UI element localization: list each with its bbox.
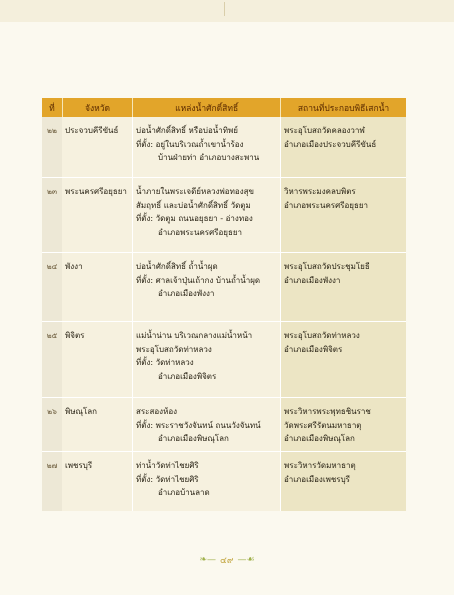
source-line: น้ำภายในพระเจดีย์หลวงพ่อทองสุข [136, 187, 254, 196]
ceremony-line: อำเภอเมืองเพชรบุรี [284, 474, 350, 484]
ceremony-line: อำเภอเมืองประจวบคีรีขันธ์ [284, 139, 377, 149]
top-divider-mark [224, 2, 231, 16]
table-row [42, 117, 406, 177]
source-location-line: บ้านฝ่ายท่า อำเภอบางสะพาน [158, 153, 260, 162]
row-source [132, 397, 280, 451]
row-source [132, 117, 280, 177]
source-line: สัมฤทธิ์ และบ่อน้ำศักดิ์สิทธิ์ วัดตูม [136, 200, 251, 210]
ceremony-line: พระวิหารวัดมหาธาตุ [284, 461, 356, 470]
source-location-line: อำเภอบ้านลาด [158, 488, 210, 497]
table-row [42, 252, 406, 321]
row-source [132, 177, 280, 252]
row-ceremony-place [280, 177, 406, 252]
source-line: แม่น้ำน่าน บริเวณกลางแม่น้ำหน้า [136, 331, 253, 340]
header-source: แหล่งน้ำศักดิ์สิทธิ์ [133, 98, 281, 117]
row-ceremony-place [280, 252, 406, 321]
ceremony-line: อำเภอพระนครศรีอยุธยา [284, 200, 369, 210]
page-footer [0, 553, 454, 567]
table-row [42, 397, 406, 451]
header-province: จังหวัด [63, 98, 133, 117]
source-line: พระอุโบสถวัดท่าหลวง [136, 344, 212, 354]
source-line: ท่าน้ำวัดท่าไชยศิริ [136, 461, 199, 470]
source-line: ที่ตั้ง: วัดท่าหลวง [136, 358, 194, 367]
ceremony-line: อำเภอเมืองพิจิตร [284, 344, 343, 354]
source-line: ที่ตั้ง: วัดท่าไชยศิริ [136, 474, 199, 484]
source-location-line: อำเภอเมืองพิษณุโลก [158, 434, 229, 443]
row-province: ประจวบคีรีขันธ์ [62, 117, 132, 177]
row-number: ๒๒ [42, 117, 62, 177]
ceremony-line: พระอุโบสถวัดประชุมโยธี [284, 262, 370, 271]
source-line: บ่อน้ำศักดิ์สิทธิ์ ถ้ำน้ำผุด [136, 262, 218, 271]
source-line: ที่ตั้ง: วัดตูม ถนนอยุธยา - อ่างทอง [136, 214, 253, 223]
row-province: เพชรบุรี [62, 451, 132, 511]
row-province: พังงา [62, 252, 132, 321]
ceremony-line: พระวิหารพระพุทธชินราช [284, 407, 371, 416]
row-source [132, 321, 280, 397]
row-source [132, 252, 280, 321]
source-line: ที่ตั้ง: อยู่ในบริเวณถ้ำเขาน้ำร้อง [136, 139, 244, 149]
source-line: ที่ตั้ง: ศาลเจ้าปุ่นเถ้ากง บ้านถ้ำน้ำผุด [136, 275, 261, 285]
table-row [42, 451, 406, 511]
row-number: ๒๔ [42, 252, 62, 321]
header-ceremony: สถานที่ประกอบพิธีเสกน้ำ [281, 98, 406, 117]
row-ceremony-place [280, 397, 406, 451]
source-line: บ่อน้ำศักดิ์สิทธิ์ หรือบ่อน้ำทิพย์ [136, 126, 238, 135]
row-ceremony-place [280, 117, 406, 177]
table-header [42, 98, 406, 117]
ceremony-line: พระอุโบสถวัดคลองวาฬ [284, 126, 365, 135]
header-no: ที่ [42, 98, 63, 117]
row-ceremony-place [280, 321, 406, 397]
source-line: ที่ตั้ง: พระราชวังจันทน์ ถนนวังจันทน์ [136, 420, 261, 430]
source-location-line: อำเภอพระนครศรีอยุธยา [158, 227, 243, 237]
page-number: ๔๙ [220, 556, 234, 566]
row-number: ๒๖ [42, 397, 62, 451]
row-province: พิษณุโลก [62, 397, 132, 451]
ceremony-line: วัดพระศรีรัตนมหาธาตุ [284, 420, 362, 430]
ceremony-line: พระอุโบสถวัดท่าหลวง [284, 331, 360, 340]
row-province: พระนครศรีอยุธยา [62, 177, 132, 252]
ceremony-line: อำเภอเมืองพิษณุโลก [284, 434, 355, 443]
row-number: ๒๓ [42, 177, 62, 252]
row-number: ๒๗ [42, 451, 62, 511]
table-row [42, 321, 406, 397]
source-line: สระสองห้อง [136, 407, 178, 416]
ceremony-line: อำเภอเมืองพังงา [284, 275, 341, 285]
water-sources-table [42, 98, 406, 511]
table-row [42, 177, 406, 252]
ceremony-line: วิหารพระมงคลบพิตร [284, 187, 356, 196]
footer-ornament-right: —☙ [237, 555, 255, 565]
source-location-line: อำเภอเมืองพิจิตร [158, 371, 217, 381]
row-ceremony-place [280, 451, 406, 511]
row-province: พิจิตร [62, 321, 132, 397]
row-number: ๒๕ [42, 321, 62, 397]
row-source [132, 451, 280, 511]
source-location-line: อำเภอเมืองพังงา [158, 289, 215, 298]
footer-ornament-left: ❧— [199, 555, 217, 565]
